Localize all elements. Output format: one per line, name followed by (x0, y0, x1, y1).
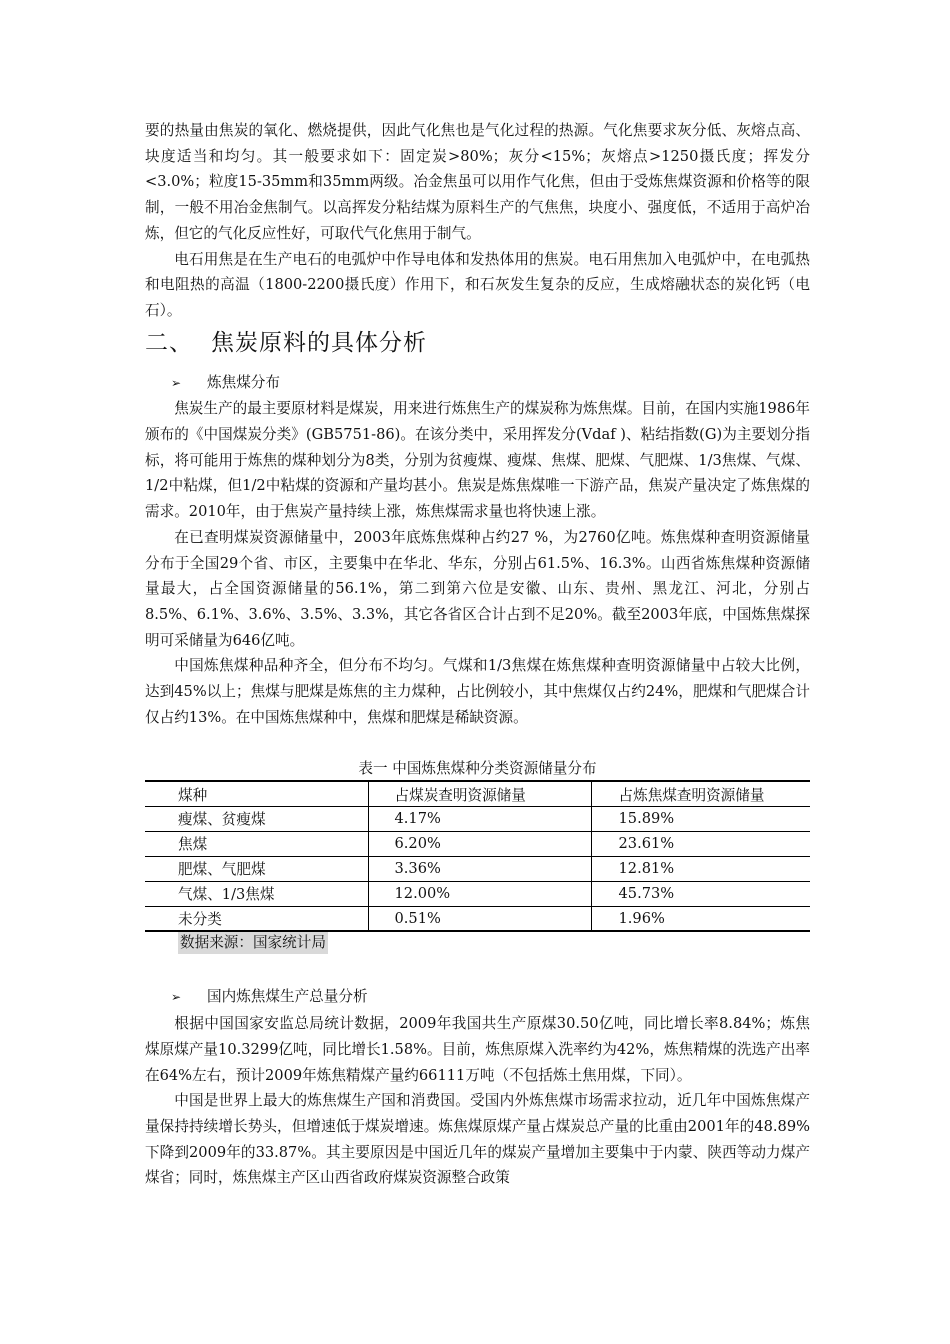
cell-share-of-coking-coal: 1.96% (591, 906, 810, 931)
cell-share-of-coal: 12.00% (368, 881, 591, 906)
bullet-label: 国内炼焦煤生产总量分析 (207, 988, 368, 1006)
bullet-label: 炼焦煤分布 (207, 373, 280, 391)
cell-share-of-coal: 4.17% (368, 806, 591, 831)
table-header-row (145, 781, 810, 806)
cell-coal-type: 未分类 (178, 911, 222, 929)
section-heading (145, 326, 810, 360)
cell-share-of-coking-coal: 12.81% (591, 856, 810, 881)
cell-share-of-coking-coal: 15.89% (591, 806, 810, 831)
cell-coal-type: 肥煤、气肥煤 (178, 861, 266, 879)
header-share-of-coal: 占煤炭查明资源储量 (368, 781, 591, 806)
paragraph-coking-coal-intro: 焦炭生产的最主要原材料是煤炭，用来进行炼焦生产的煤炭称为炼焦煤。目前，在国内实施1986年颁布的《中国煤炭分类》(GB5751-86)。在该分类中，采用挥发分(Vdaf )、粘结指数(G)为主要划分指标，将可能用于炼焦的煤种划分为8类，分别为贫瘦煤、瘦煤、焦煤、肥煤、气肥煤、1/3焦煤、气煤、1/2中粘煤，但1/2中粘煤的资源和产量均甚小。焦炭是炼焦煤唯一下游产品，焦炭产量决定了炼焦煤的需求。2010年，由于焦炭产量持续上涨，炼焦煤需求量也将快速上涨。 (145, 400, 810, 521)
document-page (145, 118, 810, 1191)
cell-share-of-coking-coal: 45.73% (591, 881, 810, 906)
section-number: 二、 (145, 329, 193, 356)
spacer (145, 954, 810, 976)
table-row (145, 856, 810, 881)
table-row (145, 906, 810, 931)
cell-coal-type: 焦煤 (178, 836, 208, 854)
arrow-bullet-icon: ➢ (171, 990, 182, 1005)
cell-share-of-coking-coal: 23.61% (591, 831, 810, 856)
cell-share-of-coal: 6.20% (368, 831, 591, 856)
header-coal-type: 煤种 (178, 786, 208, 804)
cell-coal-type: 瘦煤、贫瘦煤 (178, 811, 266, 829)
bullet-domestic-production (171, 984, 810, 1011)
arrow-bullet-icon: ➢ (171, 375, 182, 390)
table-row (145, 881, 810, 906)
cell-coal-type: 气煤、1/3焦煤 (178, 886, 275, 904)
table-row (145, 831, 810, 856)
bullet-coking-coal-distribution (171, 370, 810, 397)
coal-reserves-table (145, 780, 810, 932)
header-share-of-coking-coal: 占炼焦煤查明资源储量 (591, 781, 810, 806)
paragraph-production-stats: 根据中国国家安监总局统计数据，2009年我国共生产原煤30.50亿吨，同比增长率8.84%；炼焦煤原煤产量10.3299亿吨，同比增长1.58%。目前，炼焦原煤入洗率约为42%，炼焦精煤的洗选产出率在64%左右，预计2009年炼焦精煤产量约66111万吨（不包括炼土焦用煤，下同）。 (145, 1015, 810, 1084)
paragraph-coking-coal-reserves: 在已查明煤炭资源储量中，2003年底炼焦煤种占约27 %，为2760亿吨。炼焦煤种查明资源储量分布于全国29个省、市区，主要集中在华北、华东，分别占61.5%、16.3%。山西省炼焦煤种资源储量最大，占全国资源储量的56.1%，第二到第六位是安徽、山东、贵州、黑龙江、河北，分别占8.5%、6.1%、3.6%、3.5%、3.3%，其它各省区合计占到不足20%。截至2003年底，中国炼焦煤探明可采储量为646亿吨。 (145, 528, 810, 649)
paragraph-coking-coal-varieties: 中国炼焦煤种品种齐全，但分布不均匀。气煤和1/3焦煤在炼焦煤种查明资源储量中占较大比例，达到45%以上；焦煤与肥煤是炼焦的主力煤种，占比例较小，其中焦煤仅占约24%，肥煤和气肥煤合计仅占约13%。在中国炼焦煤种中，焦煤和肥煤是稀缺资源。 (145, 657, 810, 726)
paragraph-gasification-coke: 要的热量由焦炭的氧化、燃烧提供，因此气化焦也是气化过程的热源。气化焦要求灰分低、灰熔点高、块度适当和均匀。其一般要求如下：固定炭>80%；灰分<15%；灰熔点>1250摄氏度；挥发分<3.0%；粒度15-35mm和35mm两级。冶金焦虽可以用作气化焦，但由于受炼焦煤资源和价格等的限制，一般不用冶金焦制气。以高挥发分粘结煤为原料生产的气焦焦，块度小、强度低，不适用于高炉冶炼，但它的气化反应性好，可取代气化焦用于制气。 (145, 122, 810, 242)
table-source-note: 数据来源：国家统计局 (178, 932, 328, 954)
paragraph-calcium-carbide-coke: 电石用焦是在生产电石的电弧炉中作导电体和发热体用的焦炭。电石用焦加入电弧炉中，在电弧热和电阻热的高温（1800-2200摄氏度）作用下，和石灰发生复杂的反应，生成熔融状态的炭化钙（电石）。 (145, 250, 810, 319)
section-title: 焦炭原料的具体分析 (211, 329, 427, 356)
cell-share-of-coal: 0.51% (368, 906, 591, 931)
table-row (145, 806, 810, 831)
cell-share-of-coal: 3.36% (368, 856, 591, 881)
paragraph-production-trend: 中国是世界上最大的炼焦煤生产国和消费国。受国内外炼焦煤市场需求拉动，近几年中国炼焦煤产量保持持续增长势头，但增速低于煤炭增速。炼焦煤原煤产量占煤炭总产量的比重由2001年的48.89%下降到2009年的33.87%。其主要原因是中国近几年的煤炭产量增加主要集中于内蒙、陕西等动力煤产煤省；同时，炼焦煤主产区山西省政府煤炭资源整合政策 (145, 1092, 810, 1187)
table-caption: 表一 中国炼焦煤种分类资源储量分布 (358, 760, 597, 778)
